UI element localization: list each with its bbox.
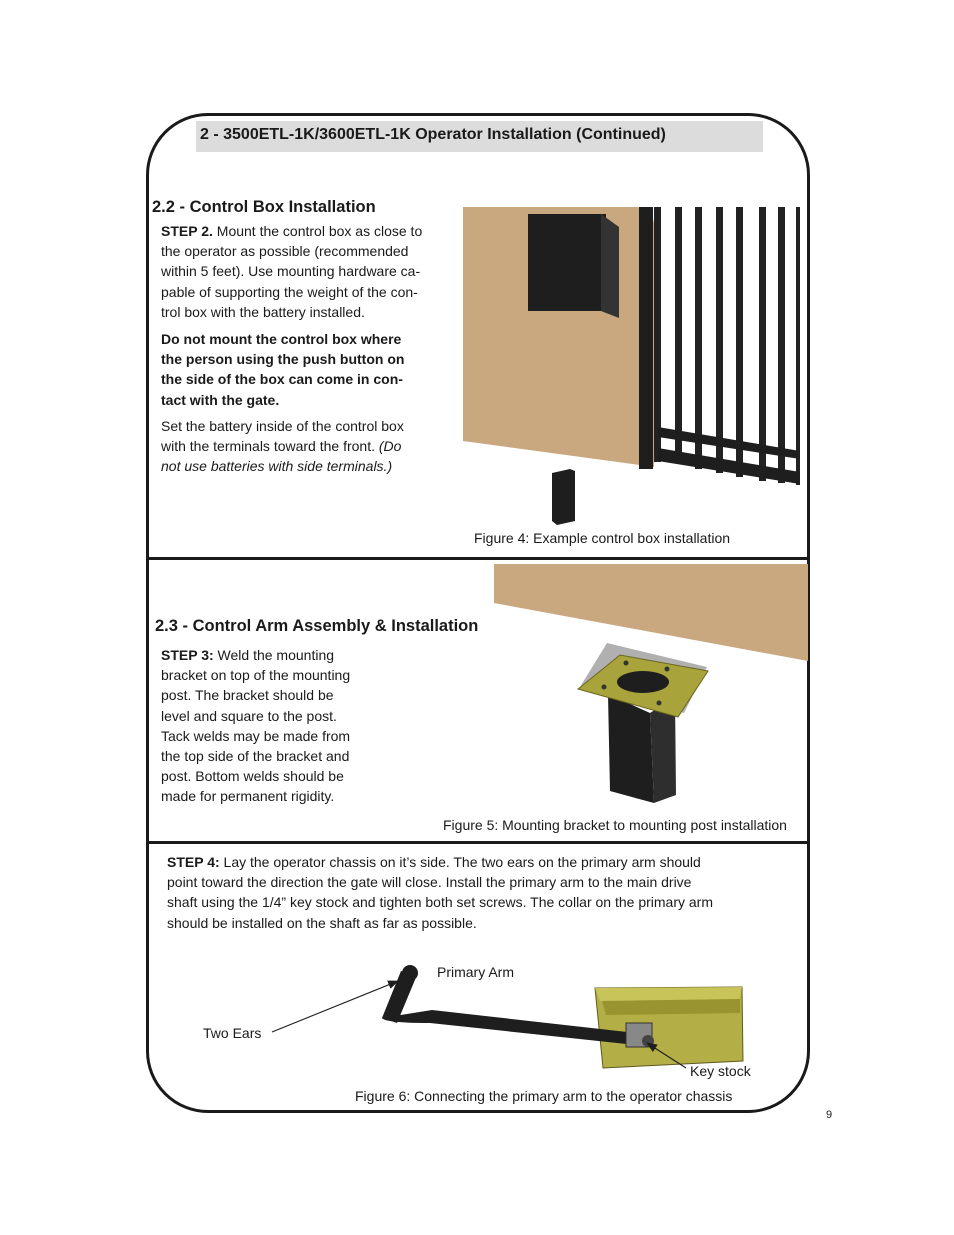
figure-5-illustration [492,563,808,808]
figure-4-illustration [462,205,802,530]
key-stock-callout: Key stock [690,1063,751,1079]
two-ears-callout: Two Ears [203,1025,262,1041]
step-3-text: STEP 3: Weld the mounting bracket on top of the mounting post. The bracket should be level and square to the post. Tack welds may be made from the top side of the bracket and post. Bottom welds should be made for permanent rigidity. [161,647,351,805]
section-header: 2 - 3500ETL-1K/3600ETL-1K Operator Installation (Continued) [196,121,763,152]
step-4-text: STEP 4: Lay the operator chassis on it’s side. The two ears on the primary arm should point toward the direction the gate will close. Install the primary arm to the main drive shaft using the 1/4” key stock and tighten both set screws. The collar on the primary arm should be installed on the shaft as far as possible. [167,854,714,931]
primary-arm-callout: Primary Arm [437,964,514,980]
figure-6-caption: Figure 6: Connecting the primary arm to the operator chassis [355,1088,733,1104]
step-2-text: STEP 2. Mount the control box as close to the operator as possible (recommended within 5 feet). Use mounting hardware ca- pable of supporting the weight of the con- trol box with the battery installed. [161,223,423,320]
step-4-label: STEP 4: [167,854,220,870]
figure-5-caption: Figure 5: Mounting bracket to mounting post installation [443,817,787,833]
warning-text: Do not mount the control box where the person using the push button on the side of the box can come in con- tact with the gate. [161,331,405,408]
figure-4-caption: Figure 4: Example control box installation [474,530,731,546]
step-3-label: STEP 3: [161,647,214,663]
page-number: 9 [826,1109,833,1121]
battery-text: Set the battery inside of the control box with the terminals toward the front. (Do not use batteries with side terminals.) [161,418,404,475]
section-2-2-heading: 2.2 - Control Box Installation [152,198,376,216]
step-2-label: STEP 2. [161,223,213,239]
section-2-3-heading: 2.3 - Control Arm Assembly & Installation [155,617,479,635]
section-divider-1 [146,557,810,560]
section-divider-2 [146,841,810,844]
figure-6-illustration [370,963,760,1078]
